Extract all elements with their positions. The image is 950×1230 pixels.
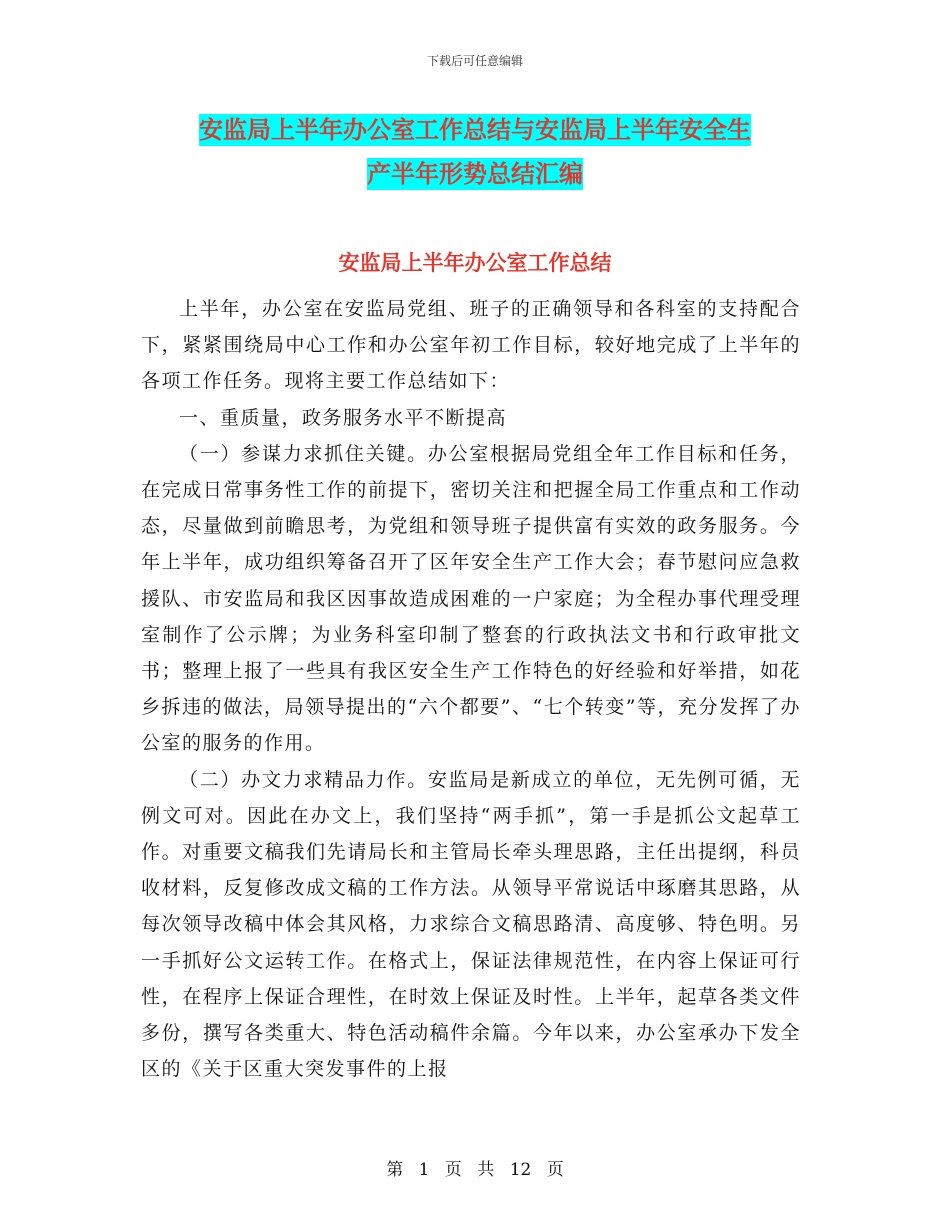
section-title: 安监局上半年办公室工作总结 <box>338 251 612 275</box>
document-main-title <box>140 108 810 196</box>
footer-total-word: 共 <box>477 1160 495 1180</box>
footer-page-word: 第 <box>386 1160 404 1180</box>
paragraph-heading-1: 一、重质量，政务服务水平不断提高 <box>179 406 508 429</box>
paragraph-section-1: （一）参谋力求抓住关键。办公室根据局党组全年工作目标和任务，在完成日常事务性工作的前提下，密切关注和把握全局工作重点和工作动态，尽量做到前瞻思考，为党组和领导班子提供富有实效的政务服务。今年上半年，成功组织筹备召开了区年安全生产工作大会；春节慰问应急救援队、市安监局和我区因事故造成困难的一户家庭；为全程办事代理受理室制作了公示牌；为业务科室印制了整套的行政执法文书和行政审批文书；整理上报了一些具有我区安全生产工作特色的好经验和好举措，如花乡拆违的做法，局领导提出的“六个都要”、“七个转变”等，充分发挥了办公室的服务的作用。 <box>141 442 801 755</box>
footer-total-pages: 12 <box>509 1160 532 1180</box>
footer-page-unit: 页 <box>444 1160 462 1180</box>
document-body <box>141 291 801 1087</box>
footer-page-number: 1 <box>418 1160 430 1180</box>
page-footer <box>0 1155 950 1180</box>
header-note: 下载后可任意编辑 <box>426 54 523 68</box>
main-title-line-1: 安监局上半年办公室工作总结与安监局上半年安全生 <box>199 116 751 144</box>
main-title-line-2: 产半年形势总结汇编 <box>367 160 583 188</box>
paragraph-intro: 上半年，办公室在安监局党组、班子的正确领导和各科室的支持配合下，紧紧围绕局中心工作和办公室年初工作目标，较好地完成了上半年的各项工作任务。现将主要工作总结如下： <box>141 298 801 393</box>
paragraph-section-2: （二）办文力求精品力作。安监局是新成立的单位，无先例可循，无例文可对。因此在办文上，我们坚持“两手抓”，第一手是抓公文起草工作。对重要文稿我们先请局长和主管局长牵头理思路，主任出提纲，科员收材料，反复修改成文稿的工作方法。从领导平常说话中琢磨其思路，从每次领导改稿中体会其风格，力求综合文稿思路清、高度够、特色明。另一手抓好公文运转工作。在格式上，保证法律规范性，在内容上保证可行性，在程序上保证合理性，在时效上保证及时性。上半年，起草各类文件多份，撰写各类重大、特色活动稿件余篇。今年以来，办公室承办下发全区的《关于区重大突发事件的上报 <box>141 768 801 1081</box>
footer-total-unit: 页 <box>546 1160 564 1180</box>
